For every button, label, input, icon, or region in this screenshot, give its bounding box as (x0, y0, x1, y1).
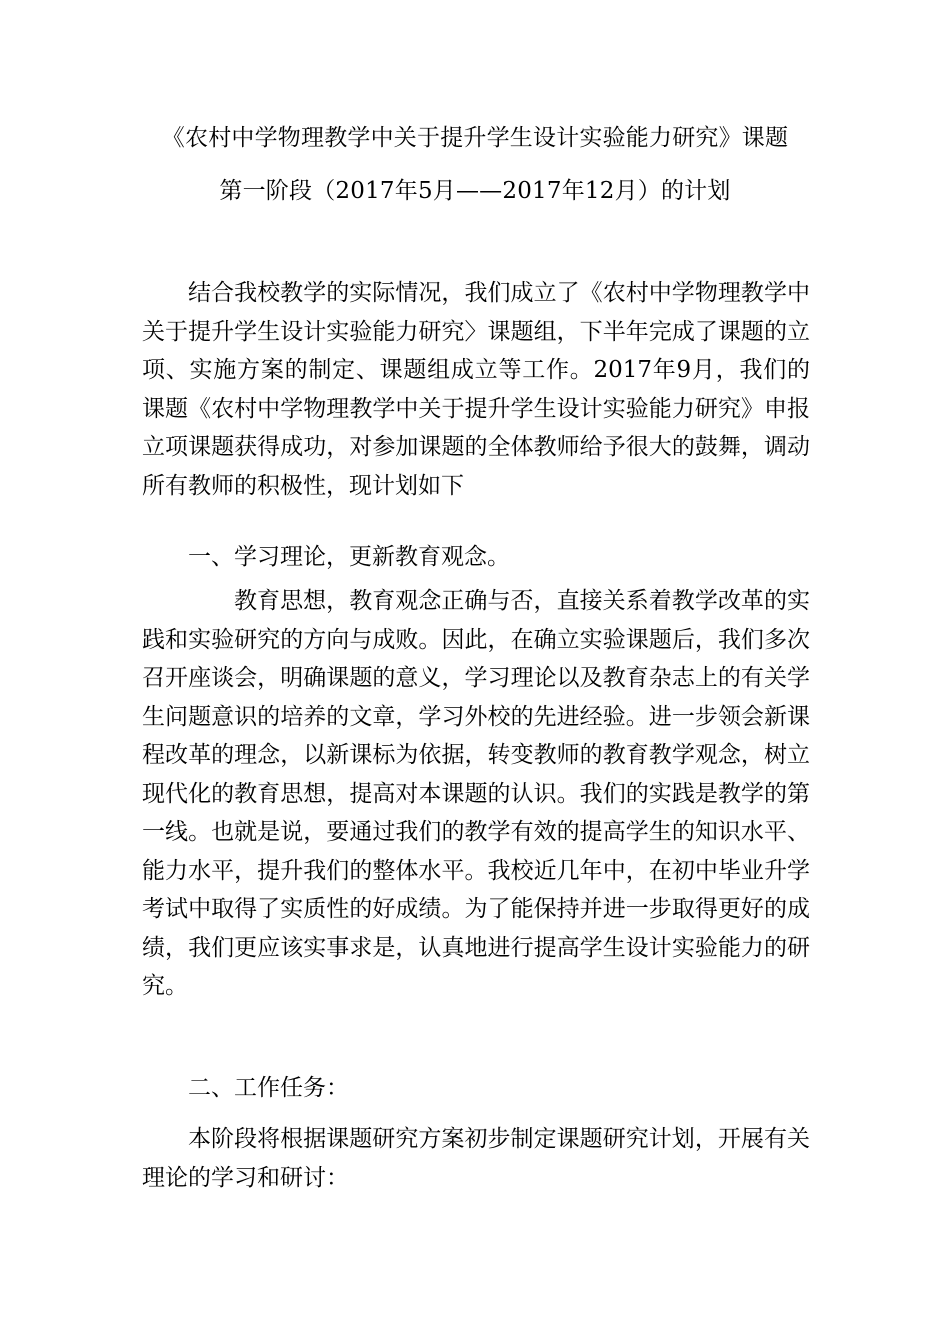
intro-section (142, 274, 810, 505)
intro-paragraph: 结合我校教学的实际情况，我们成立了《农村中学物理教学中关于提升学生设计实验能力研究〉课题组，下半年完成了课题的立项、实施方案的制定、课题组成立等工作。2017年9月，我们的课题《农村中学物理教学中关于提升学生设计实验能力研究》申报立项课题获得成功，对参加课题的全体教师给予很大的鼓舞，调动所有教师的积极性，现计划如下 (142, 280, 810, 499)
section-1-heading: 一、学习理论，更新教育观念。 (188, 544, 510, 570)
document-title-line-1: 《农村中学物理教学中关于提升学生设计实验能力研究》课题 (161, 125, 789, 151)
section-1-body (142, 582, 810, 1006)
section-2-body (142, 1120, 810, 1197)
section-2-paragraph: 本阶段将根据课题研究方案初步制定课题研究计划，开展有关理论的学习和研讨： (142, 1126, 810, 1191)
section-2-heading: 二、工作任务： (188, 1075, 349, 1101)
section-2-heading-block (142, 1069, 810, 1108)
section-1-paragraph: 教育思想，教育观念正确与否，直接关系着教学改革的实践和实验研究的方向与成败。因此，在确立实验课题后，我们多次召开座谈会，明确课题的意义，学习理论以及教育杂志上的有关学生问题意识的培养的文章，学习外校的先进经验。进一步领会新课程改革的理念，以新课标为依据，转变教师的教育教学观念，树立现代化的教育思想，提高对本课题的认识。我们的实践是教学的第一线。也就是说，要通过我们的教学有效的提高学生的知识水平、能力水平，提升我们的整体水平。我校近几年中，在初中毕业升学考试中取得了实质性的好成绩。为了能保持并进一步取得更好的成绩，我们更应该实事求是，认真地进行提高学生设计实验能力的研究。 (142, 588, 810, 999)
section-1-heading-block (142, 538, 810, 577)
document-title-line-2: 第一阶段（2017年5月——2017年12月）的计划 (219, 178, 731, 204)
